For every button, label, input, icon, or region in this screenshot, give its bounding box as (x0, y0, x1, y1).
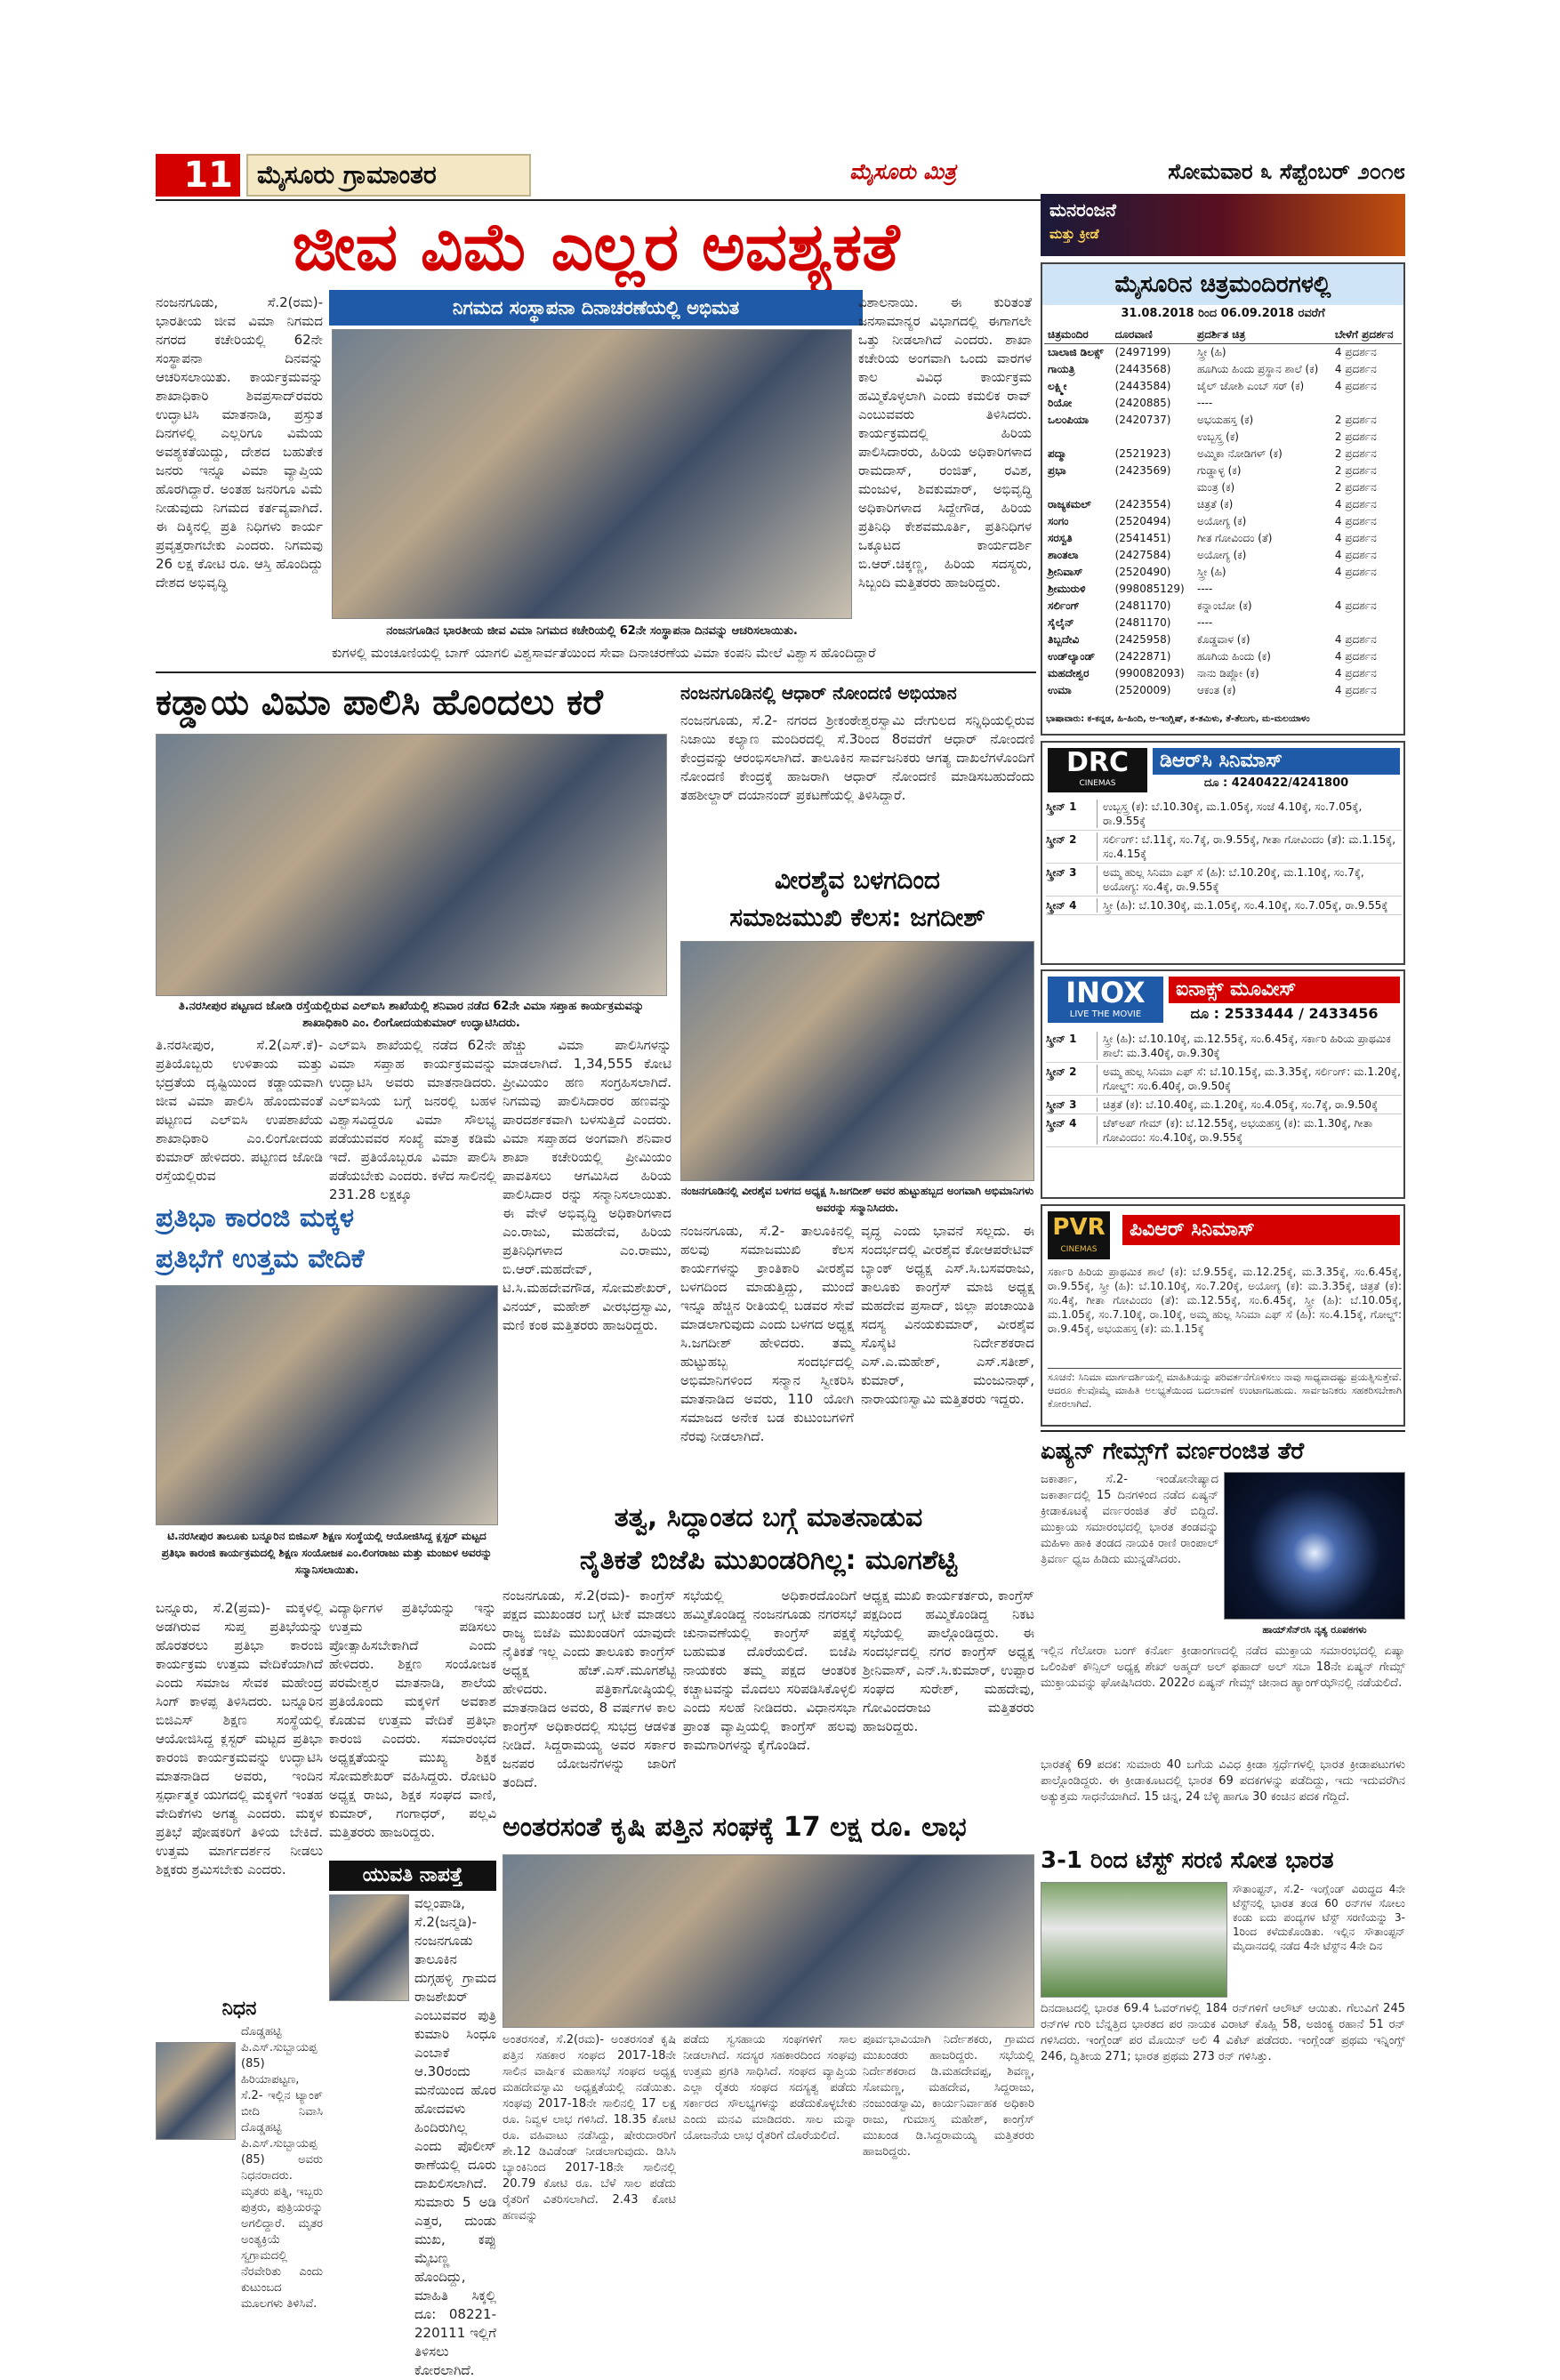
cinema-shows: 2 ಪ್ರದರ್ಶನ (1334, 447, 1377, 460)
cinema-name: ರಿಯೋ (1048, 397, 1073, 409)
screen-shows: ಚಿತ್ರತೆ (ಕ): ಬೆ.10.40ಕ್ಕೆ, ಮ.1.20ಕ್ಕೆ, ಸಂ.4.05ಕ್ಕೆ, ಸಂ.7ಕ್ಕೆ, ರಾ.9.50ಕ್ಕೆ (1103, 1098, 1379, 1111)
cinema-phone: (2481170) (1114, 599, 1171, 612)
policy-body-2: ಎಲ್‌ಐಸಿ ಶಾಖೆಯಲ್ಲಿ ನಡೆದ 62ನೇ ವಿಮಾ ಸಪ್ತಾಹ ಕಾರ್ಯಕ್ರಮವನ್ನು ಉದ್ಘಾಟಿಸಿ ಅವರು ಮಾತನಾಡಿದರು. ಎಲ್‌ಐಸಿಯ ಬಗ್ಗೆ ಜನರಲ್ಲಿ ಬಹಳ ವಿಶ್ವಾಸವಿದ್ದರೂ ವಿಮಾ ಸೌಲಭ್ಯ ಪಡೆಯುವವರ ಸಂಖ್ಯೆ ಮಾತ್ರ ಕಡಿಮೆ ಇದೆ. ಪ್ರತಿಯೊಬ್ಬರೂ ವಿಮಾ ಪಾಲಿಸಿ ಪಡೆಯಬೇಕು ಎಂದರು. ಕಳೆದ ಸಾಲಿನಲ್ಲಿ 231.28 ಲಕ್ಷಕ್ಕೂ (329, 1037, 496, 1202)
drc-schedule (1046, 798, 1402, 961)
policy-body-3: ಹೆಚ್ಚು ವಿಮಾ ಪಾಲಿಸಿಗಳನ್ನು ಮಾಡಲಾಗಿದೆ. 1,34,555 ಕೋಟಿ ಪ್ರೀಮಿಯಂ ಹಣ ಸಂಗ್ರಹಿಸಲಾಗಿದೆ. ನಿಗಮವು ಪಾಲಿಸಿದಾರರ ಹಣವನ್ನು ಪಾರದರ್ಶಕವಾಗಿ ಬಳಸುತ್ತಿದೆ ಎಂದರು. ವಿಮಾ ಸಪ್ತಾಹದ ಅಂಗವಾಗಿ ಶನಿವಾರ ಶಾಖಾ ಕಚೇರಿಯಲ್ಲಿ ಪ್ರೀಮಿಯಂ ಪಾವತಿಸಲು ಆಗಮಿಸಿದ ಹಿರಿಯ ಪಾಲಿಸಿದಾರ ರನ್ನು ಸನ್ಮಾನಿಸಲಾಯಿತು. ಈ ವೇಳೆ ಅಭಿವೃದ್ಧಿ ಅಧಿಕಾರಿಗಳಾದ ಎಂ.ರಾಜು, ಮಹದೇವ, ಹಿರಿಯ ಪ್ರತಿನಿಧಿಗಳಾದ ಎಂ.ರಾಮು, ಬಿ.ಆರ್.ಮಹದೇವ್, ಟಿ.ಸಿ.ಮಹದೇವಗೌಡ, ಸೋಮಶೇಖರ್, ವಿನಯ್, ಮಹೇಶ್ ವೀರಭದ್ರಸ್ವಾಮಿ, ಮಣಿ ಕಂಠ ಮತ್ತಿತರರು ಹಾಜರಿದ್ದರು. (503, 1037, 671, 1333)
screen-label: ಸ್ಕ್ರೀನ್ 3 (1046, 1098, 1098, 1112)
cinema-phone: (998085129) (1114, 583, 1185, 595)
cinema-name: ಒಲಂಪಿಯಾ (1048, 414, 1089, 426)
cinema-film: ಸ್ತ್ರೀ (ಹಿ) (1196, 566, 1226, 578)
policy-caption: ತಿ.ನರಸೀಪುರ ಪಟ್ಟಣದ ಜೋಡಿ ರಸ್ತೆಯಲ್ಲಿರುವ ಎಲ್‌ಐಸಿ ಶಾಖೆಯಲ್ಲಿ ಶನಿವಾರ ನಡೆದ 62ನೇ ವಿಮಾ ಸಪ್ತಾಹ ಕಾರ್ಯಕ್ರಮವನ್ನು ಶಾಖಾಧಿಕಾರಿ ಎಂ. ಲಿಂಗೋದಯಕುಮಾರ್ ಉದ್ಘಾಟಿಸಿದರು. (178, 1000, 645, 1030)
cinema-row (1044, 581, 1402, 598)
drc-title: ಡಿಆರ್‌ಸಿ ಸಿನಿಮಾಸ್ (1153, 748, 1400, 775)
inox-title: ಐನಾಕ್ಸ್ ಮೂವೀಸ್ (1169, 977, 1400, 1003)
lead-under-photo: ಕುಗಳಲ್ಲಿ ಮಂಚೂಣಿಯಲ್ಲಿ ಬಾಗ್ ಯಾಗಲಿ ವಿಶ್ವಸಾರ್ವತೆಯಿಂದ ಸೇವಾ ದಿನಾಚರಣೆಯ ವಿಮಾ ಕಂಪನಿ ಮೇಲೆ ವಿಶ್ವಾಸ ಹೊಂದಿದ್ದಾರೆ (332, 645, 876, 661)
pvr-title: ಪಿವಿಆರ್ ಸಿನಿಮಾಸ್ (1122, 1215, 1400, 1245)
cinema-row (1044, 412, 1402, 429)
pratibha-headline-2: ಪ್ರತಿಭೆಗೆ ಉತ್ತಮ ವೇದಿಕೆ (156, 1243, 365, 1274)
cinema-name: ಶಾಂತಲಾ (1048, 549, 1079, 561)
screen-label: ಸ್ಕ್ರೀನ್ 3 (1046, 865, 1098, 894)
sports-rule (1041, 1430, 1405, 1432)
krishi-body-1: ಅಂತರಸಂತೆ, ಸೆ.2(ರಮ)- ಅಂತರಸಂತೆ ಕೃಷಿ ಪತ್ತಿನ ಸಹಕಾರ ಸಂಘದ 2017-18ನೇ ಸಾಲಿನ ವಾರ್ಷಿಕ ಮಹಾಸಭೆ ಸಂಘದ ಅಧ್ಯಕ್ಷ ಮಹದೇವಸ್ವಾಮಿ ಅಧ್ಯಕ್ಷತೆಯಲ್ಲಿ ನಡೆಯಿತು. ಸಂಘವು 2017-18ನೇ ಸಾಲಿನಲ್ಲಿ 17 ಲಕ್ಷ ರೂ. ನಿವ್ವಳ ಲಾಭ ಗಳಿಸಿದೆ. 18.35 ಕೋಟಿ ರೂ. ವಹಿವಾಟು ನಡೆಸಿದ್ದು, ಷೇರುದಾರರಿಗೆ ಶೇ.12 ಡಿವಿಡೆಂಡ್ ನೀಡಲಾಗುವುದು. ಡಿಸಿಸಿ ಬ್ಯಾಂಕಿನಿಂದ 2017-18ನೇ ಸಾಲಿನಲ್ಲಿ 20.79 ಕೋಟಿ ರೂ. ಬೆಳೆ ಸಾಲ ಪಡೆದು ರೈತರಿಗೆ ವಿತರಿಸಲಾಗಿದೆ. 2.43 ಕೋಟಿ ಹಣವನ್ನು (503, 2033, 676, 2223)
cinema-phone: (2497199) (1114, 346, 1171, 358)
screen-shows: ಅಮ್ಮ ಹುಲ್ಲ ಸಿನಿಮಾ ಎಫ್ ಸೆ: ಬೆ.10.15ಕ್ಕೆ, ಮ.3.35ಕ್ಕೆ, ಸರ್ಲಿಂಗ್: ಮ.1.20ಕ್ಕೆ, ಗೋಲ್ಡ್: ಸಂ.6.40ಕ್ಕೆ, ರಾ.9.50ಕ್ಕೆ (1103, 1065, 1401, 1092)
cinema-name (1044, 429, 1112, 446)
cinema-phone: (2520490) (1114, 566, 1171, 578)
cinema-row (1044, 665, 1402, 682)
inox-logo-text: INOX (1065, 976, 1146, 1009)
cinema-shows: 4 ಪ್ರದರ್ಶನ (1334, 532, 1377, 544)
lead-rule (156, 671, 1036, 673)
cinema-phone: (2420737) (1114, 414, 1171, 426)
cinema-name: ಗಾಯತ್ರಿ (1048, 363, 1075, 375)
cinema-name: ರಾಜ್ಯಕಮಲ್ (1048, 498, 1091, 511)
screen-row (1046, 864, 1402, 897)
cinema-film: ಗುಡ್ಡಾಳ್ಳ (ಕ) (1196, 464, 1242, 477)
veerashaiva-headline-1: ವೀರಶೈವ ಬಳಗದಿಂದ (775, 865, 940, 895)
cricket-body-1: ಸೌತಾಂಪ್ಟನ್, ಸೆ.2- ಇಂಗ್ಲೆಂಡ್ ವಿರುದ್ಧದ 4ನೇ ಟೆಸ್ಟ್‌ನಲ್ಲಿ ಭಾರತ ತಂಡ 60 ರನ್‌ಗಳ ಸೋಲು ಕಂಡು ಐದು ಪಂದ್ಯಗಳ ಟೆಸ್ಟ್ ಸರಣಿಯನ್ನು 3-1ರಿಂದ ಕಳೆದುಕೊಂಡಿತು. ಇಲ್ಲಿನ ಸೌತಾಂಪ್ಟನ್ ಮೈದಾನದಲ್ಲಿ ನಡೆದ 4ನೇ ಟೆಸ್ಟ್‌ನ 4ನೇ ದಿನ (1233, 1883, 1405, 1952)
cinema-shows: 4 ಪ್ರದರ್ಶನ (1334, 363, 1377, 375)
lead-right-body: ವಿಶಾಲನಾಯಿ. ಈ ಕುರಿತಂತೆ ಜನಸಾಮಾನ್ಯರ ವಿಭಾಗದಲ್ಲಿ ಈಗಾಗಲೇ ಒತ್ತು ನೀಡಲಾಗಿದೆ ಎಂದರು. ಶಾಖಾ ಕಚೇರಿಯ ಅಂಗವಾಗಿ ಒಂದು ವಾರಗಳ ಕಾಲ ವಿವಿಧ ಕಾರ್ಯಕ್ರಮ ಹಮ್ಮಿಕೊಳ್ಳಲಾಗಿ ಎಂದು ಕಮಲಿಕ ರಾವ್ ಎಂಬುವವರು ತಿಳಿಸಿದರು. ಕಾರ್ಯಕ್ರಮದಲ್ಲಿ ಹಿರಿಯ ಪಾಲಿಸಿದಾರರು, ಹಿರಿಯ ಅಧಿಕಾರಿಗಳಾದ ರಾಮದಾಸ್, ರಂಜಿತ್, ರವಿಶ, ಮಂಜುಳ, ಶಿವಕುಮಾರ್, ಅಭಿವೃದ್ಧಿ ಅಧಿಕಾರಿಗಳಾದ ಸಿದ್ದೇಗೌಡ, ಹಿರಿಯ ಪ್ರತಿನಿಧಿ ಕೇಶವಮೂರ್ತಿ, ಪ್ರತಿನಿಧಿಗಳ ಒಕ್ಕೂಟದ ಕಾರ್ಯದರ್ಶಿ ಬಿ.ಆರ್.ಚಿಕ್ಕಣ್ಣ, ಹಿರಿಯ ಸದಸ್ಯರು, ಸಿಬ್ಬಂದಿ ಮತ್ತಿತರರು ಹಾಜರಿದ್ದರು. (858, 294, 1032, 591)
cinema-film: ಹೂಗಿಯ ಹಿಂದು (ಕ) (1196, 650, 1271, 663)
page-number: 11 (156, 154, 240, 197)
banner-line1: ಮನರಂಜನೆ (1049, 199, 1116, 221)
cinema-shows (1331, 581, 1402, 598)
screen-row (1046, 1114, 1402, 1147)
cinema-phone: (2420885) (1114, 397, 1171, 409)
cinema-shows (1331, 395, 1402, 412)
cinema-shows: 4 ಪ್ರದರ್ಶನ (1334, 380, 1377, 392)
pratibha-body-1: ಬನ್ನೂರು, ಸೆ.2(ಪ್ರಮ)- ಮಕ್ಕಳಲ್ಲಿ ಅಡಗಿರುವ ಸುಪ್ತ ಪ್ರತಿಭೆಯನ್ನು ಹೊರತರಲು ಪ್ರತಿಭಾ ಕಾರಂಜಿ ಕಾರ್ಯಕ್ರಮ ಉತ್ತಮ ವೇದಿಕೆಯಾಗಿದೆ ಎಂದು ಸಮಾಜ ಸೇವಕ ಮಹೇಂದ್ರ ಸಿಂಗ್ ಕಾಳಪ್ಪ ತಿಳಿಸಿದರು. ಬನ್ನೂರಿನ ಬಿಜಿಎಸ್ ಶಿಕ್ಷಣ ಸಂಸ್ಥೆಯಲ್ಲಿ ಆಯೋಜಿಸಿದ್ದ ಕ್ಲಸ್ಟರ್ ಮಟ್ಟದ ಪ್ರತಿಭಾ ಕಾರಂಜಿ ಕಾರ್ಯಕ್ರಮವನ್ನು ಉದ್ಘಾಟಿಸಿ ಮಾತನಾಡಿದ ಅವರು, ಇಂದಿನ ಸ್ಪರ್ಧಾತ್ಮಕ ಯುಗದಲ್ಲಿ ಮಕ್ಕಳಿಗೆ ಇಂತಹ ವೇದಿಕೆಗಳು ಅಗತ್ಯ ಎಂದರು. ಮಕ್ಕಳ ಪ್ರತಿಭೆ ಪೋಷಕರಿಗೆ ತಿಳಿಯ ಬೇಕಿದೆ. ಉತ್ತಮ ಮಾರ್ಗದರ್ಶನ ನೀಡಲು ಶಿಕ್ಷಕರು ಶ್ರಮಿಸಬೇಕು ಎಂದರು. (156, 1600, 323, 1877)
screen-shows: ಉಬ್ಬಸ್ತ್ರ (ಕ): ಬೆ.10.30ಕ್ಕೆ, ಮ.1.05ಕ್ಕೆ, ಸಂಜೆ 4.10ಕ್ಕೆ, ಸಂ.7.05ಕ್ಕೆ, ರಾ.9.55ಕ್ಕೆ (1103, 800, 1363, 827)
cinema-shows: 4 ಪ್ರದರ್ಶನ (1334, 549, 1377, 561)
krishi-photo (503, 1854, 1034, 2028)
cinema-film: ಗೀತ ಗೋವಿಂದಂ (ತೆ) (1196, 532, 1273, 544)
screen-shows: ಸರ್ಲಿಂಗ್: ಬೆ.11ಕ್ಕೆ, ಸಂ.7ಕ್ಕೆ, ರಾ.9.55ಕ್ಕೆ, ಗೀತಾ ಗೋವಿಂದಂ (ತೆ): ಮ.1.15ಕ್ಕೆ, ಸಂ.4.15ಕ್ಕೆ (1103, 833, 1396, 860)
screen-label: ಸ್ಕ್ರೀನ್ 4 (1046, 898, 1098, 913)
cinema-shows: 4 ಪ್ರದರ್ಶನ (1334, 346, 1377, 358)
asian-games-body-3: ಭಾರತಕ್ಕೆ 69 ಪದಕ: ಸುಮಾರು 40 ಬಗೆಯ ವಿವಿಧ ಕ್ರೀಡಾ ಸ್ಪರ್ಧೆಗಳಲ್ಲಿ ಭಾರತ ಕ್ರೀಡಾಪಟುಗಳು ಪಾಲ್ಗೊಂಡಿದ್ದರು. ಈ ಕ್ರೀಡಾಕೂಟದಲ್ಲಿ ಭಾರತ 69 ಪದಕಗಳನ್ನು ಪಡೆದಿದ್ದು, ಇದು ಇದುವರೆಗಿನ ಅತ್ಯುತ್ತಮ ಸಾಧನೆಯಾಗಿದೆ. 15 ಚಿನ್ನ, 24 ಬೆಳ್ಳಿ ಹಾಗೂ 30 ಕಂಚಿನ ಪದಕ ಗೆದ್ದಿದೆ. (1041, 1758, 1405, 1804)
screen-row (1046, 897, 1402, 915)
krishi-body-2: ಪಡೆದು ಸ್ವಸಹಾಯ ಸಂಘಗಳಿಗೆ ಸಾಲ ನೀಡಲಾಗಿದೆ. ಸದಸ್ಯರ ಸಹಕಾರದಿಂದ ಸಂಘವು ಉತ್ತಮ ಪ್ರಗತಿ ಸಾಧಿಸಿದೆ. ಸಂಘದ ವ್ಯಾಪ್ತಿಯ ಎಲ್ಲಾ ರೈತರು ಸಂಘದ ಸದಸ್ಯತ್ವ ಪಡೆದು ಸರ್ಕಾರದ ಸೌಲಭ್ಯಗಳನ್ನು ಪಡೆದುಕೊಳ್ಳಬೇಕು ಎಂದು ಮನವಿ ಮಾಡಿದರು. ಸಾಲ ಮನ್ನಾ ಯೋಜನೆಯ ಲಾಭ ರೈತರಿಗೆ ದೊರೆಯಲಿದೆ. (683, 2033, 856, 2143)
cinema-shows: 4 ಪ್ರದರ್ಶನ (1334, 684, 1377, 696)
cinema-film: ಅಭಯಹಸ್ತ (ಕ) (1196, 414, 1254, 426)
asian-games-body-1: ಜಕಾರ್ತಾ, ಸೆ.2- ಇಂಡೋನೇಷ್ಯಾದ ಜಕಾರ್ತಾದಲ್ಲಿ 15 ದಿನಗಳಿಂದ ನಡೆದ ಏಷ್ಯನ್ ಕ್ರೀಡಾಕೂಟಕ್ಕೆ ವರ್ಣರಂಜಿತ ತೆರೆ ಬಿದ್ದಿದೆ. ಮುಕ್ತಾಯ ಸಮಾರಂಭದಲ್ಲಿ ಭಾರತ ತಂಡವನ್ನು ಮಹಿಳಾ ಹಾಕಿ ತಂಡದ ನಾಯಕಿ ರಾಣಿ ರಾಂಪಾಲ್ ತ್ರಿವರ್ಣ ಧ್ವಜ ಹಿಡಿದು ಮುನ್ನಡೆಸಿದರು. (1041, 1473, 1218, 1566)
bjp-headline-1: ತತ್ವ, ಸಿದ್ಧಾಂತದ ಬಗ್ಗೆ ಮಾತನಾಡುವ (614, 1502, 923, 1533)
policy-body-1: ತಿ.ನರಸೀಪುರ, ಸೆ.2(ಎಸ್.ಕೆ)- ಪ್ರತಿಯೊಬ್ಬರು ಉಳಿತಾಯ ಮತ್ತು ಭದ್ರತೆಯ ದೃಷ್ಟಿಯಿಂದ ಕಡ್ಡಾಯವಾಗಿ ಜೀವ ವಿಮಾ ಪಾಲಿಸಿ ಹೊಂದುವಂತೆ ಪಟ್ಟಣದ ಎಲ್‌ಐಸಿ ಉಪಶಾಖೆಯ ಶಾಖಾಧಿಕಾರಿ ಎಂ.ಲಿಂಗೋದಯ ಕುಮಾರ್ ಹೇಳಿದರು. ಪಟ್ಟಣದ ಜೋಡಿ ರಸ್ತೆಯಲ್ಲಿರುವ (156, 1037, 323, 1184)
cricket-headline: 3-1 ರಿಂದ ಟೆಸ್ಟ್ ಸರಣಿ ಸೋತ ಭಾರತ (1041, 1847, 1334, 1874)
cinema-row (1044, 378, 1402, 395)
cinema-shows (1331, 615, 1402, 631)
cinema-name: ಸರಸ್ವತಿ (1048, 532, 1073, 544)
screen-shows: ಚೆಕ್‌ಅಪ್ ಗೇಮ್ (ಕ): ಬೆ.12.55ಕ್ಕೆ, ಅಭಯಹಸ್ತ (ಕ): ಮ.1.30ಕ್ಕೆ, ಗೀತಾ ಗೋವಿಂದಂ: ಸಂ.4.10ಕ್ಕೆ, ರಾ.9.55ಕ್ಕೆ (1103, 1117, 1373, 1144)
pvr-logo-text: PVR (1052, 1214, 1106, 1241)
inox-logo (1048, 977, 1163, 1023)
cinema-film: ಚಿತ್ರತೆ (ಕ) (1196, 498, 1234, 511)
cinema-phone: (2443568) (1114, 363, 1171, 375)
cinema-shows: 4 ಪ್ರದರ್ಶನ (1334, 566, 1377, 578)
cinema-row (1044, 429, 1402, 446)
cinema-film: ನಾನು ಡಿಪ್ಲೋ (ಕ) (1196, 667, 1259, 679)
pvr-logo (1048, 1211, 1110, 1259)
pratibha-body-2: ವಿದ್ಯಾರ್ಥಿಗಳ ಪ್ರತಿಭೆಯನ್ನು ಇನ್ನು ಉತ್ತಮ ಪಡಿಸಲು ಪ್ರೋತ್ಸಾಹಿಸಬೇಕಾಗಿದೆ ಎಂದು ಹೇಳಿದರು. ಶಿಕ್ಷಣ ಸಂಯೋಜಕ ಪರಮೇಶ್ವರ ಮಾತನಾಡಿ, ಶಾಲೆಯ ಪ್ರತಿಯೊಂದು ಮಕ್ಕಳಿಗೆ ಅವಕಾಶ ಕೊಡುವ ಉತ್ತಮ ವೇದಿಕೆ ಪ್ರತಿಭಾ ಕಾರಂಜಿ ಎಂದರು. ಸಮಾರಂಭದ ಅಧ್ಯಕ್ಷತೆಯನ್ನು ಮುಖ್ಯ ಶಿಕ್ಷಕ ಸೋಮಶೇಖರ್ ವಹಿಸಿದ್ದರು. ರೋಟರಿ ಅಧ್ಯಕ್ಷ ರಾಜು, ಶಿಕ್ಷಕ ಸಂಘದ ವಾಣಿ, ಕುಮಾರ್, ಗಂಗಾಧರ್, ಪಲ್ಲವಿ ಮತ್ತಿತರರು ಹಾಜರಿದ್ದರು. (329, 1600, 496, 1840)
drc-logo-sub: CINEMAS (1079, 779, 1116, 788)
pvr-shows: ಸರ್ಕಾರಿ ಹಿರಿಯ ಪ್ರಾಥಮಿಕ ಶಾಲೆ (ಕ): ಬೆ.9.55ಕ್ಕೆ, ಮ.12.25ಕ್ಕೆ, ಮ.3.35ಕ್ಕೆ, ಸಂ.6.45ಕ್ಕೆ, ರಾ.9.55ಕ್ಕೆ, ಸ್ತ್ರೀ (ಹಿ): ಬೆ.10.10ಕ್ಕೆ, ಸಂ.7.20ಕ್ಕೆ, ಅಯೋಗ್ಯ (ಕ): ಮ.3.35ಕ್ಕೆ, ಚಿತ್ರತೆ (ಕ): ಸಂ.4ಕ್ಕೆ, ಗೀತಾ ಗೋವಿಂದಂ (ತೆ): ಮ.12.55ಕ್ಕೆ, ಸಂ.6.45ಕ್ಕೆ, ಸ್ತ್ರೀ (ಹಿ): ಬೆ.10.05ಕ್ಕೆ, ಮ.1.05ಕ್ಕೆ, ಸಂ.7.10ಕ್ಕೆ, ರಾ.10ಕ್ಕೆ, ಅಮ್ಮ ಹುಲ್ಲ ಸಿನಿಮಾ ಎಫ್ ಸೆ (ಹಿ): ಸಂ.4.15ಕ್ಕೆ, ಗೋಲ್ಡ್: ರಾ.9.45ಕ್ಕೆ, ಅಭಯಹಸ್ತ (ಕ): ಮ.1.15ಕ್ಕೆ (1048, 1266, 1402, 1335)
policy-photo (156, 734, 667, 996)
krishi-headline: ಅಂತರಸಂತೆ ಕೃಷಿ ಪತ್ತಿನ ಸಂಘಕ್ಕೆ 17 ಲಕ್ಷ ರೂ. ಲಾಭ (503, 1812, 967, 1843)
screen-shows: ಅಮ್ಮ ಹುಲ್ಲ ಸಿನಿಮಾ ಎಫ್ ಸೆ (ಹಿ): ಬೆ.10.20ಕ್ಕೆ, ಮ.1.10ಕ್ಕೆ, ಸಂ.7ಕ್ಕೆ, ಅಯೋಗ್ಯ: ಸಂ.4ಕ್ಕೆ, ರಾ.9.55ಕ್ಕೆ (1103, 866, 1364, 893)
cinema-shows: 4 ಪ್ರದರ್ಶನ (1334, 667, 1377, 679)
cinema-name: ಸರ್ಲಿಂಗ್ (1048, 599, 1080, 612)
veerashaiva-body-2: ವೃದ್ಧ ಎಂದು ಭಾವನೆ ಸಲ್ಲದು. ಈ ಸಂದರ್ಭದಲ್ಲಿ ವೀರಶೈವ ಕೋಆಪರೇಟಿವ್ ಬ್ಯಾಂಕ್ ಅಧ್ಯಕ್ಷ ಎಸ್.ಸಿ.ಬಸವರಾಜು, ತಾಲೂಕು ಕಾಂಗ್ರೆಸ್ ಮಾಜಿ ಅಧ್ಯಕ್ಷ ಮಹದೇವ ಪ್ರಸಾದ್, ಜಿಲ್ಲಾ ಪಂಚಾಯಿತಿ ಸದಸ್ಯ ವಿನಯಕುಮಾರ್, ವೀರಶೈವ ಸೊಸೈಟಿ ನಿರ್ದೇಶಕರಾದ ಎಸ್.ಎ.ಮಹೇಶ್, ಎಸ್.ಸತೀಶ್, ಕುಮಾರ್, ಮಂಜುನಾಥ್, ನಾರಾಯಣಸ್ವಾಮಿ ಮತ್ತಿತರರು ಇದ್ದರು. (861, 1223, 1034, 1407)
cinema-col-shows: ಬೇಳೆಗೆ ಪ್ರದರ್ಶನ (1334, 328, 1394, 341)
cinema-row (1044, 648, 1402, 665)
cinema-table (1044, 326, 1402, 699)
asian-games-photo (1224, 1472, 1405, 1620)
screen-row (1046, 1063, 1402, 1096)
cinema-row (1044, 615, 1402, 631)
screen-shows: ಸ್ತ್ರೀ (ಹಿ): ಬೆ.10.30ಕ್ಕೆ, ಮ.1.05ಕ್ಕೆ, ಸಂ.4.10ಕ್ಕೆ, ಸಂ.7.05ಕ್ಕೆ, ರಾ.9.55ಕ್ಕೆ (1103, 899, 1388, 912)
drc-box (1041, 741, 1405, 965)
lead-caption: ನಂಜನಗೂಡಿನ ಭಾರತೀಯ ಜೀವ ವಿಮಾ ನಿಗಮದ ಕಚೇರಿಯಲ್ಲಿ 62ನೇ ಸಂಸ್ಥಾಪನಾ ದಿನವನ್ನು ಆಚರಿಸಲಾಯಿತು. (386, 624, 798, 638)
cinema-shows: 2 ಪ್ರದರ್ಶನ (1334, 414, 1377, 426)
lead-headline: ಜೀವ ವಿಮೆ ಎಲ್ಲರ ಅವಶ್ಯಕತೆ (292, 209, 900, 285)
obituary-body: ದೊಡ್ಡಹಟ್ಟಿ ಪಿ.ಎಸ್.ಸುಬ್ಬಾಯಪ್ಪ (85) ಹಿರಿಯಾಪಟ್ಟಣ, ಸೆ.2- ಇಲ್ಲಿನ ಟ್ಯಾಂಕ್ ಬೀದಿ ನಿವಾಸಿ ದೊಡ್ಡಹಟ್ಟಿ ಪಿ.ಎಸ್.ಸುಬ್ಬಾಯಪ್ಪ (85) ಅವರು ನಿಧನರಾದರು. ಮೃತರು ಪತ್ನಿ, ಇಬ್ಬರು ಪುತ್ರರು, ಪುತ್ರಿಯರನ್ನು ಅಗಲಿದ್ದಾರೆ. ಮೃತರ ಅಂತ್ಯಕ್ರಿಯೆ ಸ್ವಗ್ರಾಮದಲ್ಲಿ ನೆರವೇರಿತು ಎಂದು ಕುಟುಂಬದ ಮೂಲಗಳು ತಿಳಿಸಿವೆ. (241, 2025, 323, 2311)
cinema-shows: 4 ಪ್ರದರ್ಶನ (1334, 650, 1377, 663)
cinema-row (1044, 462, 1402, 479)
cinema-dates: 31.08.2018 ರಿಂದ 06.09.2018 ರವರೆಗೆ (1121, 307, 1325, 320)
cinema-phone: (2443584) (1114, 380, 1171, 392)
cinema-film: ಆಕಂತ (ಕ) (1196, 684, 1236, 696)
cinema-shows: 2 ಪ್ರದರ್ಶನ (1334, 481, 1377, 494)
cinema-row (1044, 530, 1402, 547)
banner-line2: ಮತ್ತು ಕ್ರೀಡೆ (1049, 226, 1099, 242)
pratibha-headline-1: ಪ್ರತಿಭಾ ಕಾರಂಜಿ ಮಕ್ಕಳ (156, 1202, 354, 1234)
cinema-film: ಕೊಡ್ಡವಾಳ (ಕ) (1196, 633, 1250, 646)
veerashaiva-photo (680, 941, 1034, 1181)
issue-date: ಸೋಮವಾರ ೩ ಸೆಪ್ಟೆಂಬರ್ ೨೦೧೮ (1168, 159, 1405, 184)
cricket-photo (1041, 1882, 1227, 1998)
cinema-name: ಸೈಲೈನ್ (1048, 616, 1074, 629)
cinema-film: ಅಮ್ಮಿಕಾ ನೋಡಿಗಳ್ (ಕ) (1196, 447, 1283, 460)
cinema-col-name: ಚಿತ್ರಮಂದಿರ (1048, 328, 1089, 341)
cinema-shows: 4 ಪ್ರದರ್ಶನ (1334, 599, 1377, 612)
cinema-box (1041, 262, 1405, 736)
cinema-phone: (990082093) (1114, 667, 1185, 679)
cinema-phone: (2541451) (1114, 532, 1171, 544)
entertainment-banner (1041, 194, 1405, 256)
inox-box (1041, 969, 1405, 1199)
cinema-row (1044, 631, 1402, 648)
cinema-name: ಉಮಾ (1048, 684, 1072, 696)
screen-label: ಸ್ಕ್ರೀನ್ 2 (1046, 1065, 1098, 1093)
veerashaiva-caption: ನಂಜನಗೂಡಿನಲ್ಲಿ ವೀರಶೈವ ಬಳಗದ ಅಧ್ಯಕ್ಷ ಸಿ.ಜಗದೀಶ್ ಅವರ ಹುಟ್ಟುಹಬ್ಬದ ಅಂಗವಾಗಿ ಅಭಿಮಾನಿಗಳು ಅವರನ್ನು ಸನ್ಮಾನಿಸಿದರು. (680, 1185, 1034, 1214)
cinema-shows: 4 ಪ್ರದರ್ಶನ (1334, 633, 1377, 646)
lead-subhead: ನಿಗಮದ ಸಂಸ್ಥಾಪನಾ ದಿನಾಚರಣೆಯಲ್ಲಿ ಅಭಿಮತ (329, 290, 863, 326)
pratibha-caption: ಟಿ.ನರಸೀಪುರ ತಾಲೂಕು ಬನ್ನೂರಿನ ಬಿಜಿಎಸ್ ಶಿಕ್ಷಣ ಸಂಸ್ಥೆಯಲ್ಲಿ ಆಯೋಜಿಸಿದ್ದ ಕ್ಲಸ್ಟರ್ ಮಟ್ಟದ ಪ್ರತಿಭಾ ಕಾರಂಜಿ ಕಾರ್ಯಕ್ರಮದಲ್ಲಿ ಶಿಕ್ಷಣ ಸಂಯೋಜಕ ಎಂ.ಲಿಂಗರಾಜು ಮತ್ತು ಮಂಜುಳ ಅವರನ್ನು ಸನ್ಮಾನಿಸಲಾಯಿತು. (161, 1530, 493, 1576)
krishi-body-3: ಪೂರ್ವಭಾವಿಯಾಗಿ ನಿರ್ದೇಶಕರು, ಗ್ರಾಮದ ಮುಖಂಡರು ಹಾಜರಿದ್ದರು. ಸಭೆಯಲ್ಲಿ ನಿರ್ದೇಶಕರಾದ ಡಿ.ಮಹದೇವಪ್ಪ, ಶಿವಣ್ಣ, ಸೋಮಣ್ಣ, ಮಹದೇವ, ಸಿದ್ದರಾಜು, ನಂಜುಂಡಸ್ವಾಮಿ, ಕಾರ್ಯನಿರ್ವಾಹಕ ಅಧಿಕಾರಿ ರಾಜು, ಗುಮಾಸ್ತ ಮಹೇಶ್, ಕಾಂಗ್ರೆಸ್ ಮುಖಂಡ ಡಿ.ಸಿದ್ದರಾಮಯ್ಯ ಮತ್ತಿತರರು ಹಾಜರಿದ್ದರು. (863, 2033, 1034, 2159)
obituary-title: ನಿಧನ (221, 1998, 257, 2020)
cinema-row (1044, 344, 1402, 362)
cinema-film: ಅಯೋಗ್ಯ (ಕ) (1196, 515, 1247, 527)
masthead (156, 154, 1405, 197)
cinema-name: ಬಾಲಾಜಿ ಡಿಲಕ್ಸ್ (1048, 346, 1104, 358)
inox-schedule (1046, 1030, 1402, 1195)
inox-logo-sub: LIVE THE MOVIE (1069, 1009, 1142, 1019)
cinema-phone: (2521923) (1114, 447, 1171, 460)
screen-row (1046, 1030, 1402, 1063)
cinema-film: ಹೂಗಿಯ ಹಿಂದು ಪ್ರಸ್ಥಾನ ಶಾಲೆ (ಕ) (1196, 363, 1319, 375)
cinema-name: ಪದ್ಮಾ (1048, 447, 1067, 460)
screen-shows: ಸ್ತ್ರೀ (ಹಿ): ಬೆ.10.10ಕ್ಕೆ, ಮ.12.55ಕ್ಕೆ, ಸಂ.6.45ಕ್ಕೆ, ಸರ್ಕಾರಿ ಹಿರಿಯ ಪ್ರಾಥಮಿಕ ಶಾಲೆ: ಮ.3.40ಕ್ಕೆ, ರಾ.9.30ಕ್ಕೆ (1103, 1033, 1391, 1059)
cinema-film: ಕನ್ನಾಂಬೋ (ಕ) (1196, 599, 1252, 612)
cinema-col-phone: ದೂರವಾಣಿ (1114, 328, 1153, 341)
cinema-shows: 2 ಪ್ರದರ್ಶನ (1334, 430, 1377, 443)
cinema-film: ಸ್ತ್ರೀ (ಹಿ) (1196, 346, 1226, 358)
cinema-row (1044, 496, 1402, 513)
cinema-phone (1112, 429, 1194, 446)
cinema-film: ---- (1196, 397, 1213, 409)
cinema-phone (1112, 479, 1194, 496)
pvr-logo-sub: CINEMAS (1060, 1245, 1098, 1254)
screen-label: ಸ್ಕ್ರೀನ್ 1 (1046, 1032, 1098, 1060)
cinema-shows: 2 ಪ್ರದರ್ಶನ (1334, 464, 1377, 477)
cinema-phone: (2520009) (1114, 684, 1171, 696)
cinema-col-film: ಪ್ರದರ್ಶಿತ ಚಿತ್ರ (1196, 328, 1246, 341)
bjp-headline-2: ನೈತಿಕತೆ ಬಿಜೆಪಿ ಮುಖಂಡರಿಗಿಲ್ಲ: ಮೂಗಶೆಟ್ಟಿ (579, 1545, 958, 1576)
lead-left-body: ನಂಜನಗೂಡು, ಸೆ.2(ರಮ)- ಭಾರತೀಯ ಜೀವ ವಿಮಾ ನಿಗಮದ ನಗರದ ಕಚೇರಿಯಲ್ಲಿ 62ನೇ ಸಂಸ್ಥಾಪನಾ ದಿನವನ್ನು ಆಚರಿಸಲಾಯಿತು. ಕಾರ್ಯಕ್ರಮವನ್ನು ಶಾಖಾಧಿಕಾರಿ ಶಿವಪ್ರಸಾದ್‌ರವರು ಉದ್ಘಾಟಿಸಿ ಮಾತನಾಡಿ, ಪ್ರಸ್ತುತ ದಿನಗಳಲ್ಲಿ ಎಲ್ಲರಿಗೂ ವಿಮೆಯ ಅವಶ್ಯಕತೆಯಿದ್ದು, ದೇಶದ ಬಹುತೇಕ ಜನರು ಇನ್ನೂ ವಿಮಾ ವ್ಯಾಪ್ತಿಯ ಹೊರಗಿದ್ದಾರೆ. ಅಂತಹ ಜನರಿಗೂ ವಿಮೆ ನೀಡುವುದು ನಿಗಮದ ಕರ್ತವ್ಯವಾಗಿದೆ. ಈ ದಿಕ್ಕಿನಲ್ಲಿ ಪ್ರತಿ ನಿಧಿಗಳು ಕಾರ್ಯ ಪ್ರವೃತ್ತರಾಗಬೇಕು ಎಂದರು. ನಿಗಮವು 26 ಲಕ್ಷ ಕೋಟಿ ರೂ. ಆಸ್ತಿ ಹೊಂದಿದ್ದು ದೇಶದ ಅಭಿವೃದ್ಧಿ (156, 294, 323, 591)
cinema-film: ಮಂತ್ರ (ಕ) (1196, 481, 1235, 494)
cinema-row (1044, 564, 1402, 581)
drc-phone: ದೂ : 4240422/4241800 (1203, 776, 1349, 790)
section-title: ಮೈಸೂರು ಗ್ರಾಮಾಂತರ (246, 154, 531, 197)
pratibha-photo (156, 1285, 498, 1525)
cinema-shows: 4 ಪ್ರದರ್ಶನ (1334, 515, 1377, 527)
cinema-film: ---- (1196, 616, 1213, 629)
cinema-name: ತಿಬ್ಬದೇವಿ (1048, 633, 1080, 646)
drc-logo (1048, 748, 1147, 792)
aadhaar-headline: ನಂಜನಗೂಡಿನಲ್ಲಿ ಆಧಾರ್ ನೋಂದಣಿ ಅಭಿಯಾನ (680, 682, 957, 704)
inox-phone: ದೂ : 2533444 / 2433456 (1190, 1005, 1379, 1022)
screen-row (1046, 1096, 1402, 1114)
cinema-row (1044, 682, 1402, 699)
screen-label: ಸ್ಕ್ರೀನ್ 2 (1046, 832, 1098, 861)
pvr-note: ಸೂಚನೆ: ಸಿನಿಮಾ ಮಾರ್ಗದರ್ಶಿಯಲ್ಲಿ ಮಾಹಿತಿಯನ್ನು ಪರಿವರ್ತನೆಗೊಳಿಸಲು ನಾವು ಸಾಧ್ಯವಾದಷ್ಟು ಪ್ರಯತ್ನಿಸುತ್ತೇವೆ. ಆದರೂ ಕೆಲವೊಮ್ಮೆ ಮಾಹಿತಿ ಅಲಭ್ಯತೆಯಿಂದ ಬದಲಾವಣೆ ಉಂಟಾಗಬಹುದು. ಸಾರ್ವಜನಿಕರು ಸಹಕರಿಸಬೇಕಾಗಿ ಕೋರಲಾಗಿದೆ. (1048, 1368, 1402, 1423)
asian-games-caption: ಹಾಯ್‌ಸೆನ್‌ರಸಿ ನೃತ್ಯ ರೂಪಕಗಳು (1262, 1624, 1367, 1636)
cinema-name: ಶ್ರೀನಿವಾಸ್ (1048, 566, 1083, 578)
cinema-row (1044, 446, 1402, 462)
asian-games-body-2: ಇಲ್ಲಿನ ಗೆಲೋರಾ ಬಂಗ್ ಕರ್ನೋ ಕ್ರೀಡಾಂಗಣದಲ್ಲಿ ನಡೆದ ಮುಕ್ತಾಯ ಸಮಾರಂಭದಲ್ಲಿ ಏಷ್ಯಾ ಒಲಿಂಪಿಕ್ ಕೌನ್ಸಿಲ್ ಅಧ್ಯಕ್ಷ ಶೇಖ್ ಅಹ್ಮದ್ ಅಲ್ ಫಹಾದ್ ಅಲ್ ಸಬಾ 18ನೇ ಏಷ್ಯನ್ ಗೇಮ್ಸ್ ಮುಕ್ತಾಯವನ್ನು ಘೋಷಿಸಿದರು. 2022ರ ಏಷ್ಯನ್ ಗೇಮ್ಸ್ ಚೀನಾದ ಹ್ಯಾಂಗ್‌ಝೌನಲ್ಲಿ ನಡೆಯಲಿದೆ. (1041, 1644, 1405, 1690)
aadhaar-body: ನಂಜನಗೂಡು, ಸೆ.2- ನಗರದ ಶ್ರೀಕಂಠೇಶ್ವರಸ್ವಾಮಿ ದೇಗುಲದ ಸನ್ನಿಧಿಯಲ್ಲಿರುವ ನಿಜಾಯಿ ಕಲ್ಯಾಣ ಮಂದಿರದಲ್ಲಿ ಸೆ.3ರಿಂದ 8ರವರೆಗೆ ಆಧಾರ್ ನೋಂದಣಿ ಕೇಂದ್ರವನ್ನು ಆರಂಭಿಸಲಾಗಿದೆ. ತಾಲೂಕಿನ ಸಾರ್ವಜನಿಕರು ಆಗತ್ಯ ದಾಖಲೆಗಳೊಂದಿಗೆ ನೋಂದಣಿ ಕೇಂದ್ರಕ್ಕೆ ಹಾಜರಾಗಿ ಆಧಾರ್ ನೋಂದಣಿ ಮಾಡಿಸಬಹುದೆಂದು ತಹಶೀಲ್ದಾರ್ ದಯಾನಂದ್ ಪ್ರಕಟಣೆಯಲ್ಲಿ ತಿಳಿಸಿದ್ದಾರೆ. (680, 712, 1034, 803)
cinema-name: ಪ್ರಭಾ (1048, 464, 1066, 477)
veerashaiva-body-1: ನಂಜನಗೂಡು, ಸೆ.2- ತಾಲೂಕಿನಲ್ಲಿ ಹಲವು ಸಮಾಜಮುಖಿ ಕೆಲಸ ಕಾರ್ಯಗಳನ್ನು ಕ್ರಾಂತಿಕಾರಿ ವೀರಶೈವ ಬಳಗದಿಂದ ಮಾಡುತ್ತಿದ್ದು, ಮುಂದೆ ಇನ್ನೂ ಹೆಚ್ಚಿನ ರೀತಿಯಲ್ಲಿ ಬಡವರ ಸೇವೆ ಮಾಡಲಾಗುವುದು ಎಂದು ಬಳಗದ ಅಧ್ಯಕ್ಷ ಸಿ.ಜಗದೀಶ್ ಹೇಳಿದರು. ತಮ್ಮ ಹುಟ್ಟುಹಬ್ಬ ಸಂದರ್ಭದಲ್ಲಿ ಅಭಿಮಾನಿಗಳಿಂದ ಸನ್ಮಾನ ಸ್ವೀಕರಿಸಿ ಮಾತನಾಡಿದ ಅವರು, 110 ಯೋಗಿ ಸಮಾಜದ ಅನೇಕ ಬಡ ಕುಟುಂಬಗಳಿಗೆ ನೆರವು ನೀಡಲಾಗಿದೆ. (680, 1223, 854, 1444)
cinema-phone: (2422871) (1114, 650, 1171, 663)
drc-logo-text: DRC (1065, 747, 1130, 778)
cinema-name: ಉಡ್‌ಲ್ಯಾಂಡ್ (1048, 650, 1096, 663)
veerashaiva-headline-2: ಸಮಾಜಮುಖಿ ಕೆಲಸ: ಜಗದೀಶ್ (729, 903, 985, 932)
cricket-body-2: ದಿನದಾಟದಲ್ಲಿ ಭಾರತ 69.4 ಓವರ್‌ಗಳಲ್ಲಿ 184 ರನ್‌ಗಳಿಗೆ ಆಲೌಟ್ ಆಯಿತು. ಗೆಲುವಿಗೆ 245 ರನ್‌ಗಳ ಗುರಿ ಬೆನ್ನತ್ತಿದ ಭಾರತದ ಪರ ನಾಯಕ ವಿರಾಟ್ ಕೊಹ್ಲಿ 58, ಅಜಿಂಕ್ಯ ರಹಾನೆ 51 ರನ್ ಗಳಿಸಿದರು. ಇಂಗ್ಲೆಂಡ್ ಪರ ಮೊಯಿನ್ ಅಲಿ 4 ವಿಕೆಟ್ ಪಡೆದರು. ಇಂಗ್ಲೆಂಡ್ ಪ್ರಥಮ ಇನ್ನಿಂಗ್ಸ್ 246, ದ್ವಿತೀಯ 271; ಭಾರತ ಪ್ರಥಮ 273 ರನ್ ಗಳಿಸಿತ್ತು. (1041, 2002, 1405, 2063)
cinema-rows (1044, 344, 1402, 700)
cinema-name: ಲಕ್ಷ್ಮೀ (1048, 380, 1067, 392)
cinema-phone: (2520494) (1114, 515, 1171, 527)
cinema-name (1044, 479, 1112, 496)
cinema-name: ಸಂಗಂ (1048, 515, 1069, 527)
lead-photo (332, 329, 852, 619)
cinema-phone: (2423554) (1114, 498, 1171, 511)
cinema-name: ಶ್ರೀಮುರುಳಿ (1048, 583, 1086, 595)
cinema-film: ---- (1196, 583, 1213, 595)
cinema-row (1044, 479, 1402, 496)
screen-row (1046, 831, 1402, 864)
asian-games-headline: ಏಷ್ಯನ್ ಗೇಮ್ಸ್‌ಗೆ ವರ್ಣರಂಜಿತ ತೆರೆ (1041, 1438, 1305, 1465)
bjp-body-1: ನಂಜನಗೂಡು, ಸೆ.2(ರಮ)- ಕಾಂಗ್ರೆಸ್ ಪಕ್ಷದ ಮುಖಂಡರ ಬಗ್ಗೆ ಟೀಕೆ ಮಾಡಲು ರಾಜ್ಯ ಬಿಜೆಪಿ ಮುಖಂಡರಿಗೆ ಯಾವುದೇ ನೈತಿಕತೆ ಇಲ್ಲ ಎಂದು ತಾಲೂಕು ಕಾಂಗ್ರೆಸ್ ಅಧ್ಯಕ್ಷ ಹೆಚ್.ಎಸ್.ಮೂಗಶೆಟ್ಟಿ ಹೇಳಿದರು. ಪತ್ರಿಕಾಗೋಷ್ಠಿಯಲ್ಲಿ ಮಾತನಾಡಿದ ಅವರು, 8 ವರ್ಷಗಳ ಕಾಲ ಕಾಂಗ್ರೆಸ್ ಅಧಿಕಾರದಲ್ಲಿ ಸುಭದ್ರ ಆಡಳಿತ ನೀಡಿದೆ. ಸಿದ್ದರಾಮಯ್ಯ ಅವರ ಸರ್ಕಾರ ಜನಪರ ಯೋಜನೆಗಳನ್ನು ಜಾರಿಗೆ ತಂದಿದೆ. (503, 1588, 676, 1790)
pvr-box (1041, 1204, 1405, 1427)
cinema-film: ಅಯೋಗ್ಯ (ಕ) (1196, 549, 1247, 561)
bjp-body-3: ಆಧ್ಯಕ್ಷ ಮುಖಿ ಕಾರ್ಯಕರ್ತರು, ಕಾಂಗ್ರೆಸ್ ಪಕ್ಷದಿಂದ ಹಮ್ಮಿಕೊಂಡಿದ್ದ ನಿಕಟ ಸಭೆಯಲ್ಲಿ ಪಾಲ್ಗೊಂಡಿದ್ದರು. ಈ ಸಂದರ್ಭದಲ್ಲಿ ನಗರ ಕಾಂಗ್ರೆಸ್ ಅಧ್ಯಕ್ಷ ಶ್ರೀನಿವಾಸ್, ಎನ್.ಸಿ.ಕುಮಾರ್, ಉಪ್ಪಾರ ಸಂಘದ ಸುರೇಶ್, ಮಹದೇವು, ಗೋವಿಂದರಾಜು ಮತ್ತಿತರರು ಹಾಜರಿದ್ದರು. (863, 1588, 1034, 1734)
cinema-film: ಉಬ್ಬಸ್ತ್ರ (ಕ) (1196, 430, 1239, 443)
cinema-phone: (2481170) (1114, 616, 1171, 629)
cinema-header-row (1044, 326, 1402, 344)
cinema-phone: (2425958) (1114, 633, 1171, 646)
cinema-shows: 4 ಪ್ರದರ್ಶನ (1334, 498, 1377, 511)
cinema-row (1044, 395, 1402, 412)
cinema-row (1044, 547, 1402, 564)
cinema-phone: (2423569) (1114, 464, 1171, 477)
policy-headline: ಕಡ್ಡಾಯ ವಿಮಾ ಪಾಲಿಸಿ ಹೊಂದಲು ಕರೆ (156, 682, 603, 723)
cinema-phone: (2427584) (1114, 549, 1171, 561)
missing-title: ಯುವತಿ ನಾಪತ್ತೆ (329, 1861, 496, 1891)
cinema-row (1044, 513, 1402, 530)
screen-label: ಸ್ಕ್ರೀನ್ 1 (1046, 800, 1098, 828)
cinema-name: ಮಹದೇಶ್ವರ (1048, 667, 1090, 679)
bjp-body-2: ಸಭೆಯಲ್ಲಿ ಅಧಿಕಾರದೊಂದಿಗೆ ಹಮ್ಮಿಕೊಂಡಿದ್ದ ನಂಜನಗೂಡು ನಗರಸಭೆ ಚುನಾವಣೆಯಲ್ಲಿ ಕಾಂಗ್ರೆಸ್ ಪಕ್ಷಕ್ಕೆ ಬಹುಮತ ದೊರೆಯಲಿದೆ. ಬಿಜೆಪಿ ನಾಯಕರು ತಮ್ಮ ಪಕ್ಷದ ಆಂತರಿಕ ಕಚ್ಚಾಟವನ್ನು ಮೊದಲು ಸರಿಪಡಿಸಿಕೊಳ್ಳಲಿ ಎಂದು ಸಲಹೆ ನೀಡಿದರು. ವಿಧಾನಸಭಾ ಪ್ರಾಂತ ವ್ಯಾಪ್ತಿಯಲ್ಲಿ ಕಾಂಗ್ರೆಸ್ ಹಲವು ಕಾಮಗಾರಿಗಳನ್ನು ಕೈಗೊಂಡಿದೆ. (683, 1588, 856, 1753)
cinema-legend: ಭಾಷಾವಾರು: ಕ-ಕನ್ನಡ, ಹಿ-ಹಿಂದಿ, ಆ-ಇಂಗ್ಲಿಷ್, ತ-ತಮಿಳು, ತೆ-ತೆಲುಗು, ಮ-ಮಲಯಾಳಂ (1046, 714, 1310, 724)
screen-label: ಸ್ಕ್ರೀನ್ 4 (1046, 1116, 1098, 1145)
missing-body: ವಲ್ಲಂಪಾಡಿ, ಸೆ.2(ಜನ್ಮಡಿ)- ನಂಜನಗೂಡು ತಾಲೂಕಿನ ದುಗ್ಗಹಳ್ಳಿ ಗ್ರಾಮದ ರಾಜಶೇಖರ್ ಎಂಬುವವರ ಪುತ್ರಿ ಕುಮಾರಿ ಸಿಂಧೂ ಎಂಬಾಕೆ ಆ.30ರಂದು ಮನೆಯಿಂದ ಹೊರ ಹೋದವಳು ಹಿಂದಿರುಗಿಲ್ಲ ಎಂದು ಪೊಲೀಸ್ ಠಾಣೆಯಲ್ಲಿ ದೂರು ದಾಖಲಿಸಲಾಗಿದೆ. ಸುಮಾರು 5 ಅಡಿ ಎತ್ತರ, ದುಂಡು ಮುಖ, ಕಪ್ಪು ಮೈಬಣ್ಣ ಹೊಂದಿದ್ದು, ಮಾಹಿತಿ ಸಿಕ್ಕಲ್ಲಿ ದೂ: 08221-220111 ಇಲ್ಲಿಗೆ ತಿಳಿಸಲು ಕೋರಲಾಗಿದೆ. (414, 1895, 496, 2378)
screen-row (1046, 798, 1402, 831)
cinema-title: ಮೈಸೂರಿನ ಚಿತ್ರಮಂದಿರಗಳಲ್ಲಿ (1042, 264, 1403, 305)
cinema-row (1044, 361, 1402, 378)
cinema-row (1044, 598, 1402, 615)
cinema-film: ಜೈಲ್ ಜೋಶಿ ಎಂಬ್ ಸರ್ (ಕ) (1196, 380, 1305, 392)
paper-name: ಮೈಸೂರು ಮಿತ್ರ (849, 159, 956, 184)
